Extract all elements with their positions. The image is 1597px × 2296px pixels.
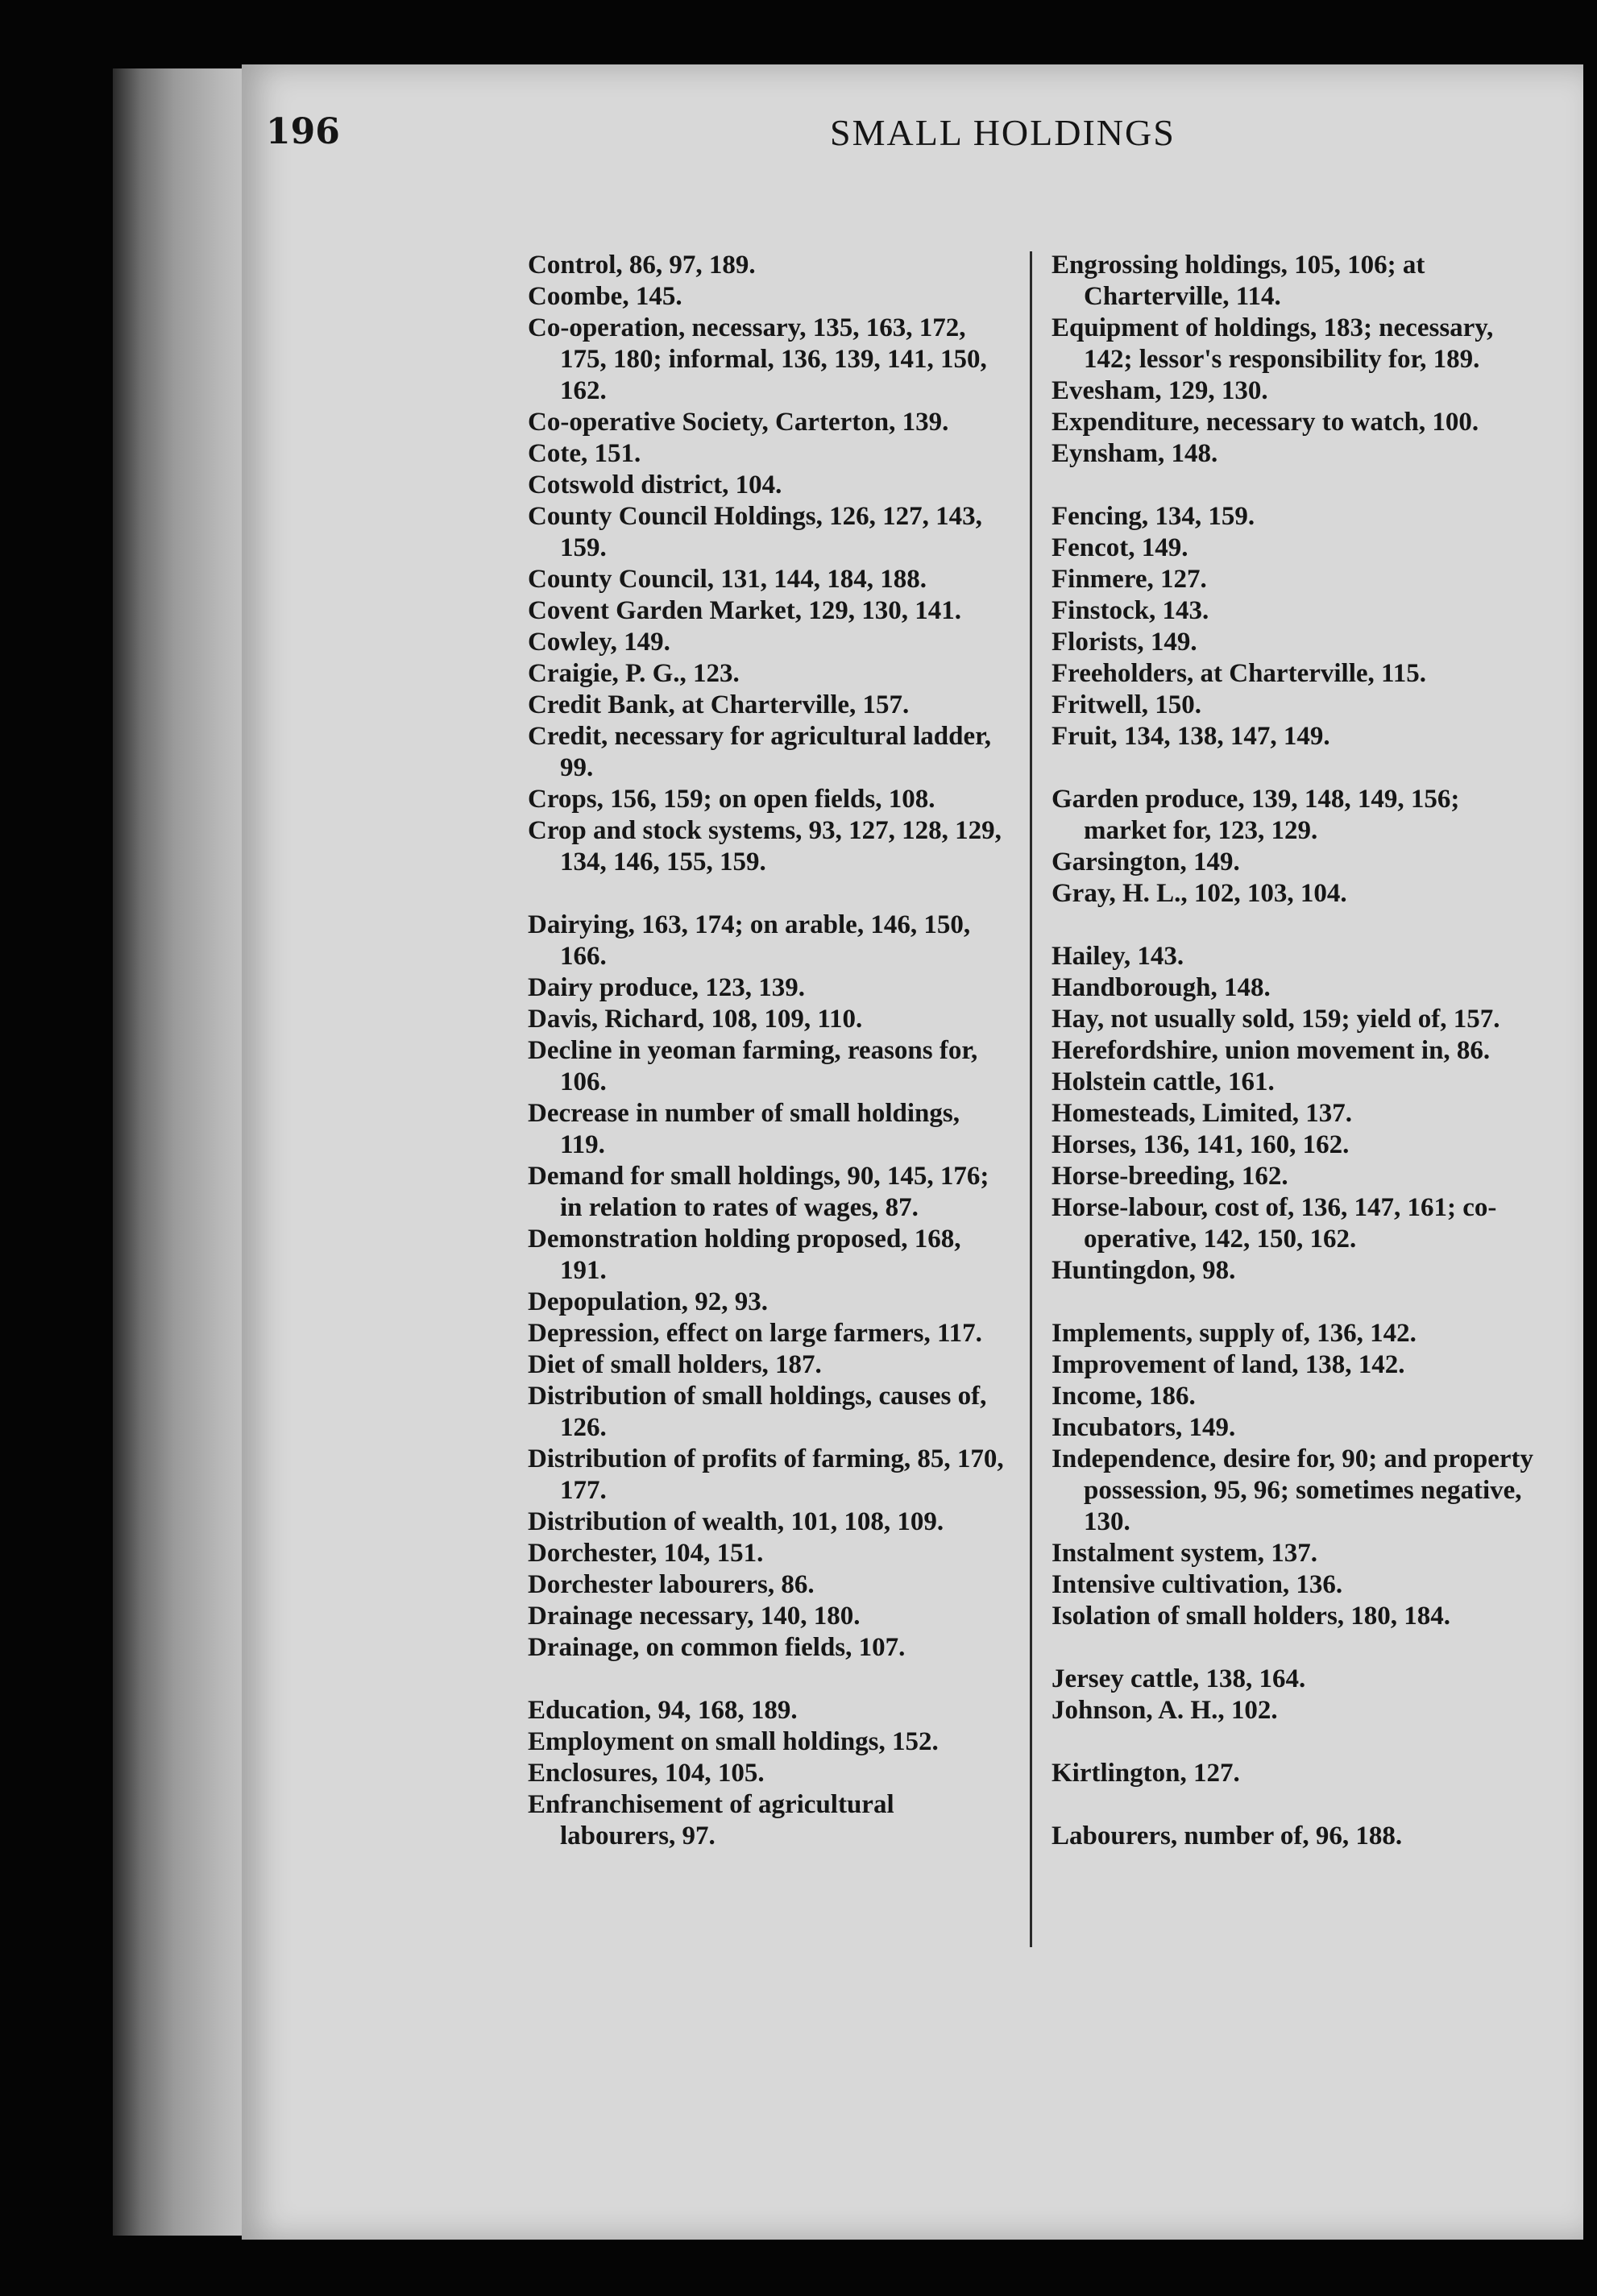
- section-gap: [1052, 1632, 1535, 1664]
- index-entry: Herefordshire, union movement in, 86.: [1052, 1036, 1491, 1065]
- index-entry: Homesteads, Limited, 137.: [1052, 1099, 1353, 1128]
- index-entry: Covent Garden Market, 129, 130, 141.: [528, 596, 962, 625]
- index-entry: Intensive cultivation, 136.: [1052, 1570, 1343, 1599]
- index-entry: Crops, 156, 159; on open fields, 108.: [528, 785, 935, 814]
- index-entry: Enfranchisement of agricultural labourers, 97.: [528, 1790, 894, 1850]
- section-gap: [1052, 470, 1535, 501]
- index-entry: Employment on small holdings, 152.: [528, 1727, 939, 1756]
- index-entry: County Council Holdings, 126, 127, 143, 159.: [528, 502, 982, 562]
- index-column-left: [528, 250, 1011, 1852]
- index-entry: Fruit, 134, 138, 147, 149.: [1052, 722, 1330, 751]
- index-entry: Distribution of wealth, 101, 108, 109.: [528, 1507, 944, 1536]
- index-entry: Expenditure, necessary to watch, 100.: [1052, 408, 1479, 437]
- section-gap: [1052, 1789, 1535, 1821]
- section-gap: [1052, 1726, 1535, 1758]
- index-entry: Distribution of small holdings, causes of, 126.: [528, 1382, 987, 1442]
- section-gap: [528, 878, 1011, 910]
- index-entry: Craigie, P. G., 123.: [528, 659, 740, 688]
- section-gap: [1052, 752, 1535, 784]
- index-entry: Coombe, 145.: [528, 282, 682, 311]
- index-entry: Jersey cattle, 138, 164.: [1052, 1664, 1306, 1693]
- index-entry: Dairying, 163, 174; on arable, 146, 150, 166.: [528, 910, 971, 971]
- section-gap: [528, 1664, 1011, 1695]
- column-divider: [1030, 251, 1032, 1947]
- index-entry: Enclosures, 104, 105.: [528, 1759, 765, 1788]
- index-entry: Credit Bank, at Charterville, 157.: [528, 690, 910, 719]
- index-entry: Incubators, 149.: [1052, 1413, 1236, 1442]
- index-entry: Drainage necessary, 140, 180.: [528, 1602, 861, 1631]
- index-entry: Kirtlington, 127.: [1052, 1759, 1240, 1788]
- index-entry: Labourers, number of, 96, 188.: [1052, 1821, 1403, 1850]
- index-entry: Depression, effect on large farmers, 117.: [528, 1319, 982, 1348]
- index-entry: Finstock, 143.: [1052, 596, 1209, 625]
- index-entry: Cotswold district, 104.: [528, 470, 782, 499]
- index-entry: Credit, necessary for agricultural ladder, 99.: [528, 722, 991, 782]
- index-entry: Evesham, 129, 130.: [1052, 376, 1268, 405]
- index-entry: Co-operative Society, Carterton, 139.: [528, 408, 949, 437]
- index-entry: Education, 94, 168, 189.: [528, 1696, 798, 1725]
- index-entry: Independence, desire for, 90; and property possession, 95, 96; sometimes negative, 130.: [1052, 1444, 1533, 1536]
- index-entry: Dairy produce, 123, 139.: [528, 973, 806, 1002]
- index-entry: Hailey, 143.: [1052, 942, 1184, 971]
- index-entry: Horses, 136, 141, 160, 162.: [1052, 1130, 1350, 1159]
- index-entry: Huntingdon, 98.: [1052, 1256, 1236, 1285]
- index-entry: Hay, not usually sold, 159; yield of, 157.: [1052, 1005, 1500, 1034]
- index-entry: Depopulation, 92, 93.: [528, 1287, 768, 1316]
- index-entry: County Council, 131, 144, 184, 188.: [528, 565, 927, 594]
- running-head-title: SMALL HOLDINGS: [830, 112, 1176, 153]
- index-entry: Freeholders, at Charterville, 115.: [1052, 659, 1426, 688]
- index-entry: Dorchester labourers, 86.: [528, 1570, 815, 1599]
- index-entry: Crop and stock systems, 93, 127, 128, 129, 134, 146, 155, 159.: [528, 816, 1002, 877]
- index-entry: Implements, supply of, 136, 142.: [1052, 1319, 1417, 1348]
- index-entry: Diet of small holders, 187.: [528, 1350, 822, 1379]
- index-entry: Fencot, 149.: [1052, 533, 1188, 562]
- index-entry: Johnson, A. H., 102.: [1052, 1696, 1278, 1725]
- index-column-right: [1052, 250, 1535, 1852]
- index-entry: Fritwell, 150.: [1052, 690, 1202, 719]
- index-entry: Distribution of profits of farming, 85, 170, 177.: [528, 1444, 1004, 1505]
- index-entry: Demand for small holdings, 90, 145, 176; in relation to rates of wages, 87.: [528, 1162, 989, 1222]
- index-entry: Horse-labour, cost of, 136, 147, 161; co-operative, 142, 150, 162.: [1052, 1193, 1497, 1254]
- index-entry: Engrossing holdings, 105, 106; at Charterville, 114.: [1052, 251, 1425, 311]
- index-entry: Gray, H. L., 102, 103, 104.: [1052, 879, 1347, 908]
- section-gap: [1052, 910, 1535, 941]
- index-entry: Fencing, 134, 159.: [1052, 502, 1255, 531]
- index-entry: Co-operation, necessary, 135, 163, 172, 175, 180; informal, 136, 139, 141, 150, 162.: [528, 313, 987, 405]
- index-entry: Equipment of holdings, 183; necessary, 142; lessor's responsibility for, 189.: [1052, 313, 1494, 374]
- index-entry: Decrease in number of small holdings, 119.: [528, 1099, 960, 1159]
- index-entry: Instalment system, 137.: [1052, 1539, 1317, 1568]
- index-entry: Demonstration holding proposed, 168, 191.: [528, 1225, 961, 1285]
- page-number: 196: [266, 111, 340, 152]
- index-entry: Holstein cattle, 161.: [1052, 1067, 1275, 1096]
- index-entry: Florists, 149.: [1052, 628, 1197, 657]
- index-entry: Income, 186.: [1052, 1382, 1196, 1411]
- index-entry: Decline in yeoman farming, reasons for, 106.: [528, 1036, 978, 1096]
- index-entry: Handborough, 148.: [1052, 973, 1271, 1002]
- index-entry: Drainage, on common fields, 107.: [528, 1633, 906, 1662]
- index-entry: Cowley, 149.: [528, 628, 670, 657]
- index-entry: Dorchester, 104, 151.: [528, 1539, 764, 1568]
- index-entry: Davis, Richard, 108, 109, 110.: [528, 1005, 863, 1034]
- index-entry: Garden produce, 139, 148, 149, 156; market for, 123, 129.: [1052, 785, 1460, 845]
- index-entry: Control, 86, 97, 189.: [528, 251, 756, 280]
- index-entry: Cote, 151.: [528, 439, 641, 468]
- index-entry: Eynsham, 148.: [1052, 439, 1218, 468]
- index-entry: Garsington, 149.: [1052, 848, 1240, 877]
- index-entry: Isolation of small holders, 180, 184.: [1052, 1602, 1451, 1631]
- index-entry: Finmere, 127.: [1052, 565, 1207, 594]
- section-gap: [1052, 1287, 1535, 1318]
- index-entry: Horse-breeding, 162.: [1052, 1162, 1288, 1191]
- index-entry: Improvement of land, 138, 142.: [1052, 1350, 1405, 1379]
